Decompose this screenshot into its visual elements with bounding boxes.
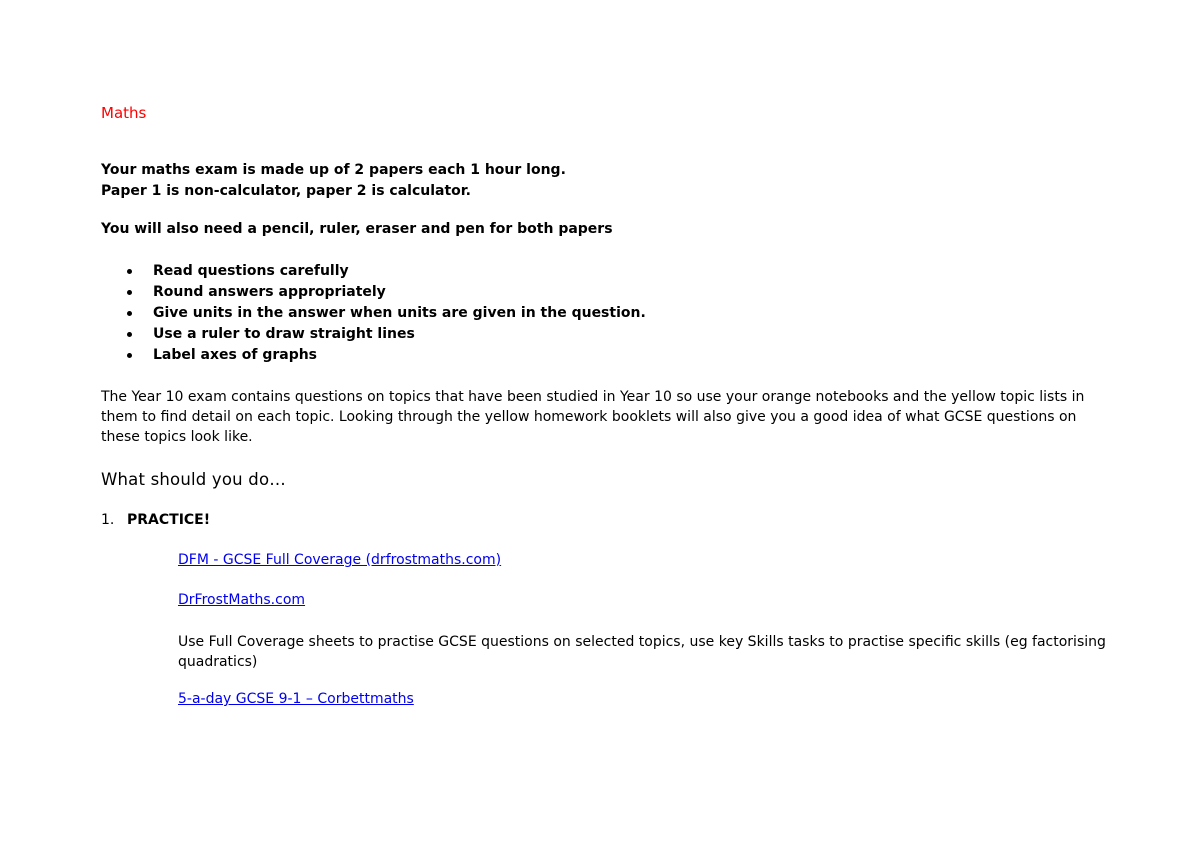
tip-text: Give units in the answer when units are given in the question. [153, 305, 646, 321]
drfrostmaths-link[interactable]: DrFrostMaths.com [178, 592, 306, 608]
bullet-icon [127, 332, 132, 337]
bullet-icon [127, 290, 132, 295]
list-item [101, 304, 646, 325]
bullet-icon [127, 311, 132, 316]
tip-text: Label axes of graphs [153, 347, 318, 363]
dfm-full-coverage-link[interactable]: DFM - GCSE Full Coverage (drfrostmaths.com) [178, 552, 502, 568]
tip-text: Round answers appropriately [153, 284, 386, 300]
step-label: PRACTICE! [127, 512, 211, 528]
practice-description: Use Full Coverage sheets to practise GCSE questions on selected topics, use key Skills tasks to practise specific skills (eg factorising quadratics) [178, 634, 1106, 670]
tip-text: Read questions carefully [153, 263, 349, 279]
corbettmaths-link[interactable]: 5-a-day GCSE 9-1 – Corbettmaths [178, 691, 414, 707]
exam-tips-list [101, 262, 646, 367]
list-item [101, 262, 646, 283]
list-item [101, 346, 646, 367]
subject-title: Maths [101, 104, 147, 122]
exam-format-line: Your maths exam is made up of 2 papers each 1 hour long. [101, 162, 566, 178]
paper-types-line: Paper 1 is non-calculator, paper 2 is calculator. [101, 183, 471, 199]
bullet-icon [127, 269, 132, 274]
list-item [101, 283, 646, 304]
year10-paragraph: The Year 10 exam contains questions on topics that have been studied in Year 10 so use your orange notebooks and the yellow topic lists in them to find detail on each topic. Looking through the yellow homework booklets will also give you a good idea of what GCSE questions on these topics look like. [101, 389, 1085, 445]
step-number: 1. [101, 512, 115, 528]
bullet-icon [127, 353, 132, 358]
tip-text: Use a ruler to draw straight lines [153, 326, 415, 342]
list-item [101, 325, 646, 346]
section-heading: What should you do… [101, 470, 286, 489]
equipment-note: You will also need a pencil, ruler, eraser and pen for both papers [101, 221, 613, 237]
